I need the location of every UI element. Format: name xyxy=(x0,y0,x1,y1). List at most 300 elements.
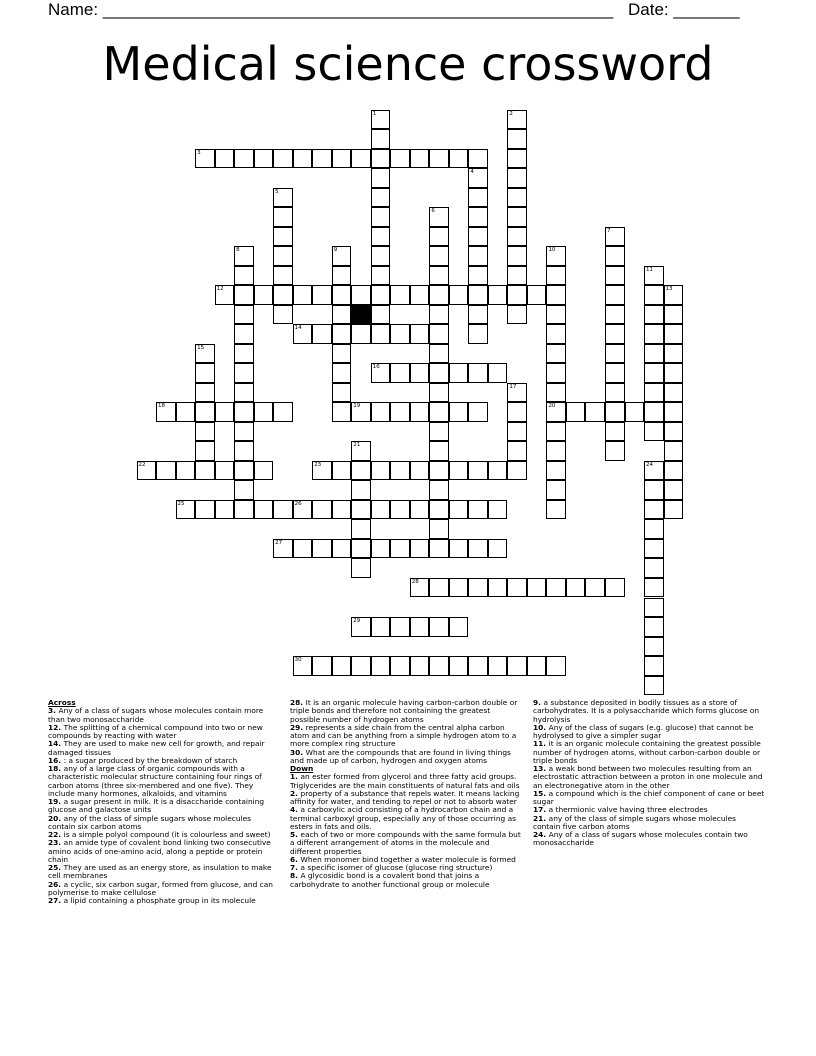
grid-cell[interactable] xyxy=(644,266,664,286)
grid-cell[interactable] xyxy=(195,344,215,364)
grid-cell[interactable] xyxy=(410,402,430,422)
grid-cell[interactable] xyxy=(429,383,449,403)
grid-cell[interactable] xyxy=(605,383,625,403)
grid-cell[interactable] xyxy=(449,656,469,676)
grid-cell[interactable] xyxy=(371,285,391,305)
grid-cell[interactable] xyxy=(273,246,293,266)
grid-cell[interactable] xyxy=(449,149,469,169)
grid-cell[interactable] xyxy=(234,422,254,442)
grid-cell[interactable] xyxy=(644,285,664,305)
grid-cell[interactable] xyxy=(644,480,664,500)
grid-cell[interactable] xyxy=(644,598,664,618)
grid-cell[interactable] xyxy=(390,500,410,520)
grid-cell[interactable] xyxy=(429,656,449,676)
grid-cell[interactable] xyxy=(507,246,527,266)
grid-cell[interactable] xyxy=(410,363,430,383)
grid-cell[interactable] xyxy=(527,285,547,305)
grid-cell[interactable] xyxy=(234,246,254,266)
name-field[interactable]: Name: ______________________________________________________ xyxy=(48,0,614,19)
grid-cell[interactable] xyxy=(371,461,391,481)
grid-cell[interactable] xyxy=(273,188,293,208)
grid-cell[interactable] xyxy=(546,246,566,266)
grid-cell[interactable] xyxy=(644,617,664,637)
grid-cell[interactable] xyxy=(351,558,371,578)
grid-cell[interactable] xyxy=(507,285,527,305)
grid-cell[interactable] xyxy=(546,500,566,520)
grid-cell[interactable] xyxy=(546,383,566,403)
grid-cell[interactable] xyxy=(468,266,488,286)
grid-cell[interactable] xyxy=(195,461,215,481)
black-square xyxy=(351,305,371,325)
grid-cell[interactable] xyxy=(371,500,391,520)
grid-cell[interactable] xyxy=(488,539,508,559)
grid-cell[interactable] xyxy=(507,207,527,227)
grid-cell[interactable] xyxy=(234,324,254,344)
grid-cell[interactable] xyxy=(371,207,391,227)
grid-cell[interactable] xyxy=(371,305,391,325)
grid-cell[interactable] xyxy=(546,402,566,422)
grid-cell[interactable] xyxy=(312,539,332,559)
grid-cell[interactable] xyxy=(429,578,449,598)
grid-cell[interactable] xyxy=(293,324,313,344)
grid-cell[interactable] xyxy=(429,402,449,422)
grid-cell[interactable] xyxy=(546,578,566,598)
grid-cell[interactable] xyxy=(351,149,371,169)
grid-cell[interactable] xyxy=(546,461,566,481)
grid-cell[interactable] xyxy=(664,285,684,305)
grid-cell[interactable] xyxy=(234,402,254,422)
grid-cell[interactable] xyxy=(468,578,488,598)
grid-cell[interactable] xyxy=(215,285,235,305)
grid-cell[interactable] xyxy=(234,363,254,383)
grid-cell[interactable] xyxy=(546,656,566,676)
grid-cell[interactable] xyxy=(332,246,352,266)
grid-cell[interactable] xyxy=(371,539,391,559)
grid-cell[interactable] xyxy=(371,188,391,208)
grid-cell[interactable] xyxy=(664,363,684,383)
grid-cell[interactable] xyxy=(234,383,254,403)
grid-cell[interactable] xyxy=(507,188,527,208)
grid-cell[interactable] xyxy=(507,578,527,598)
grid-cell[interactable] xyxy=(371,129,391,149)
clue-text: What are the compounds that are found in living things and made up of carbon, hydrogen and oxygen atoms xyxy=(290,747,511,765)
grid-cell[interactable] xyxy=(605,305,625,325)
grid-cell[interactable] xyxy=(351,461,371,481)
grid-cell[interactable] xyxy=(254,149,274,169)
grid-cell[interactable] xyxy=(644,305,664,325)
grid-cell[interactable] xyxy=(332,656,352,676)
grid-cell[interactable] xyxy=(429,519,449,539)
grid-cell[interactable] xyxy=(332,324,352,344)
grid-cell[interactable] xyxy=(195,402,215,422)
grid-cell[interactable] xyxy=(390,149,410,169)
grid-cell[interactable] xyxy=(468,539,488,559)
grid-cell[interactable] xyxy=(234,305,254,325)
grid-cell[interactable] xyxy=(351,500,371,520)
grid-cell[interactable] xyxy=(507,383,527,403)
grid-cell[interactable] xyxy=(312,656,332,676)
grid-cell[interactable] xyxy=(234,500,254,520)
clue-item xyxy=(290,724,522,749)
grid-cell[interactable] xyxy=(351,617,371,637)
grid-cell[interactable] xyxy=(332,285,352,305)
clue-text: Any of a class of sugars whose molecules contain two monosaccharide xyxy=(533,830,748,848)
clue-item xyxy=(533,724,765,741)
grid-cell[interactable] xyxy=(449,617,469,637)
date-field[interactable]: Date: _______ xyxy=(628,0,740,19)
grid-cell[interactable] xyxy=(429,461,449,481)
grid-cell[interactable] xyxy=(449,578,469,598)
grid-cell[interactable] xyxy=(546,285,566,305)
grid-cell[interactable] xyxy=(644,578,664,598)
grid-cell[interactable] xyxy=(371,324,391,344)
grid-cell[interactable] xyxy=(644,402,664,422)
clue-number: 28. xyxy=(290,698,306,707)
grid-cell[interactable] xyxy=(332,383,352,403)
grid-cell[interactable] xyxy=(644,539,664,559)
grid-cell[interactable] xyxy=(410,617,430,637)
grid-cell[interactable] xyxy=(234,149,254,169)
grid-cell[interactable] xyxy=(429,266,449,286)
grid-cell[interactable] xyxy=(234,285,254,305)
grid-cell[interactable] xyxy=(644,383,664,403)
grid-cell[interactable] xyxy=(176,402,196,422)
grid-cell[interactable] xyxy=(507,422,527,442)
grid-cell[interactable] xyxy=(371,617,391,637)
grid-cell[interactable] xyxy=(488,578,508,598)
grid-cell[interactable] xyxy=(176,500,196,520)
grid-cell[interactable] xyxy=(546,344,566,364)
clue-text: They are used to make new cell for growth, and repair damaged tissues xyxy=(48,739,265,757)
grid-cell[interactable] xyxy=(234,480,254,500)
grid-cell[interactable] xyxy=(664,500,684,520)
grid-cell[interactable] xyxy=(468,656,488,676)
grid-cell[interactable] xyxy=(156,461,176,481)
grid-cell[interactable] xyxy=(468,305,488,325)
grid-cell[interactable] xyxy=(429,305,449,325)
grid-cell[interactable] xyxy=(273,207,293,227)
grid-cell[interactable] xyxy=(527,656,547,676)
grid-cell[interactable] xyxy=(429,441,449,461)
grid-cell[interactable] xyxy=(664,480,684,500)
grid-cell[interactable] xyxy=(449,402,469,422)
clue-item xyxy=(533,831,765,848)
grid-cell[interactable] xyxy=(468,500,488,520)
grid-cell[interactable] xyxy=(429,227,449,247)
grid-cell[interactable] xyxy=(390,285,410,305)
grid-cell[interactable] xyxy=(293,149,313,169)
grid-cell[interactable] xyxy=(254,402,274,422)
grid-cell[interactable] xyxy=(215,149,235,169)
grid-cell[interactable] xyxy=(332,363,352,383)
grid-cell[interactable] xyxy=(625,402,645,422)
grid-cell[interactable] xyxy=(468,461,488,481)
grid-cell[interactable] xyxy=(195,422,215,442)
grid-cell[interactable] xyxy=(488,500,508,520)
grid-cell[interactable] xyxy=(429,149,449,169)
grid-cell[interactable] xyxy=(546,441,566,461)
grid-cell[interactable] xyxy=(605,227,625,247)
grid-cell[interactable] xyxy=(429,480,449,500)
grid-cell[interactable] xyxy=(390,656,410,676)
down-clue-list xyxy=(290,773,522,889)
clues-column-1 xyxy=(48,699,280,905)
grid-cell[interactable] xyxy=(644,461,664,481)
clue-number: 30 xyxy=(294,657,302,664)
grid-cell[interactable] xyxy=(351,656,371,676)
grid-cell[interactable] xyxy=(488,363,508,383)
grid-cell[interactable] xyxy=(507,266,527,286)
grid-cell[interactable] xyxy=(312,461,332,481)
grid-cell[interactable] xyxy=(644,558,664,578)
grid-cell[interactable] xyxy=(488,285,508,305)
grid-cell[interactable] xyxy=(507,441,527,461)
clue-number: 26 xyxy=(294,500,302,507)
grid-cell[interactable] xyxy=(644,637,664,657)
grid-cell[interactable] xyxy=(507,129,527,149)
grid-cell[interactable] xyxy=(507,110,527,130)
grid-cell[interactable] xyxy=(410,578,430,598)
grid-cell[interactable] xyxy=(429,422,449,442)
grid-cell[interactable] xyxy=(254,500,274,520)
grid-cell[interactable] xyxy=(410,500,430,520)
grid-cell[interactable] xyxy=(507,656,527,676)
grid-cell[interactable] xyxy=(664,383,684,403)
grid-cell[interactable] xyxy=(195,441,215,461)
grid-cell[interactable] xyxy=(507,305,527,325)
grid-cell[interactable] xyxy=(234,344,254,364)
grid-cell[interactable] xyxy=(195,363,215,383)
grid-cell[interactable] xyxy=(176,461,196,481)
grid-cell[interactable] xyxy=(254,461,274,481)
grid-cell[interactable] xyxy=(156,402,176,422)
grid-cell[interactable] xyxy=(605,363,625,383)
grid-cell[interactable] xyxy=(351,402,371,422)
grid-cell[interactable] xyxy=(429,324,449,344)
grid-cell[interactable] xyxy=(644,676,664,696)
grid-cell[interactable] xyxy=(351,480,371,500)
grid-cell[interactable] xyxy=(429,207,449,227)
grid-cell[interactable] xyxy=(273,227,293,247)
grid-cell[interactable] xyxy=(468,188,488,208)
grid-cell[interactable] xyxy=(234,441,254,461)
clue-text: a specific isomer of glucose (glucose ring structure) xyxy=(300,863,493,872)
grid-cell[interactable] xyxy=(468,402,488,422)
grid-cell[interactable] xyxy=(332,461,352,481)
grid-cell[interactable] xyxy=(468,149,488,169)
grid-cell[interactable] xyxy=(410,324,430,344)
grid-cell[interactable] xyxy=(644,519,664,539)
clue-item xyxy=(48,864,280,881)
grid-cell[interactable] xyxy=(644,324,664,344)
grid-cell[interactable] xyxy=(371,227,391,247)
grid-cell[interactable] xyxy=(351,519,371,539)
grid-cell[interactable] xyxy=(137,461,157,481)
grid-cell[interactable] xyxy=(546,305,566,325)
grid-cell[interactable] xyxy=(644,344,664,364)
grid-cell[interactable] xyxy=(468,207,488,227)
grid-cell[interactable] xyxy=(546,363,566,383)
grid-cell[interactable] xyxy=(215,500,235,520)
page-title: Medical science crossword xyxy=(102,37,714,91)
grid-cell[interactable] xyxy=(507,461,527,481)
grid-cell[interactable] xyxy=(254,285,274,305)
grid-cell[interactable] xyxy=(195,149,215,169)
grid-cell[interactable] xyxy=(664,422,684,442)
grid-cell[interactable] xyxy=(195,500,215,520)
clue-item xyxy=(533,699,765,724)
grid-cell[interactable] xyxy=(332,402,352,422)
grid-cell[interactable] xyxy=(566,578,586,598)
grid-cell[interactable] xyxy=(664,344,684,364)
grid-cell[interactable] xyxy=(585,402,605,422)
grid-cell[interactable] xyxy=(312,149,332,169)
grid-cell[interactable] xyxy=(507,168,527,188)
grid-cell[interactable] xyxy=(332,266,352,286)
grid-cell[interactable] xyxy=(293,656,313,676)
grid-cell[interactable] xyxy=(605,578,625,598)
grid-cell[interactable] xyxy=(410,656,430,676)
grid-cell[interactable] xyxy=(449,285,469,305)
grid-cell[interactable] xyxy=(312,285,332,305)
clue-number: 2 xyxy=(509,110,513,117)
grid-cell[interactable] xyxy=(605,402,625,422)
grid-cell[interactable] xyxy=(585,578,605,598)
grid-cell[interactable] xyxy=(664,402,684,422)
grid-cell[interactable] xyxy=(312,324,332,344)
grid-cell[interactable] xyxy=(664,441,684,461)
grid-cell[interactable] xyxy=(273,539,293,559)
grid-cell[interactable] xyxy=(605,285,625,305)
grid-cell[interactable] xyxy=(449,461,469,481)
grid-cell[interactable] xyxy=(312,500,332,520)
grid-cell[interactable] xyxy=(488,656,508,676)
grid-cell[interactable] xyxy=(566,402,586,422)
grid-cell[interactable] xyxy=(273,266,293,286)
grid-cell[interactable] xyxy=(293,539,313,559)
grid-cell[interactable] xyxy=(332,149,352,169)
clue-number: 27. xyxy=(48,896,64,905)
grid-cell[interactable] xyxy=(332,539,352,559)
grid-cell[interactable] xyxy=(488,461,508,481)
grid-cell[interactable] xyxy=(371,168,391,188)
grid-cell[interactable] xyxy=(293,500,313,520)
grid-cell[interactable] xyxy=(507,227,527,247)
grid-cell[interactable] xyxy=(332,500,352,520)
grid-cell[interactable] xyxy=(273,402,293,422)
grid-cell[interactable] xyxy=(429,539,449,559)
grid-cell[interactable] xyxy=(429,363,449,383)
grid-cell[interactable] xyxy=(664,461,684,481)
grid-cell[interactable] xyxy=(429,344,449,364)
grid-cell[interactable] xyxy=(605,441,625,461)
grid-cell[interactable] xyxy=(644,656,664,676)
clue-text: a lipid containing a phosphate group in its molecule xyxy=(63,896,256,905)
grid-cell[interactable] xyxy=(371,266,391,286)
grid-cell[interactable] xyxy=(429,285,449,305)
grid-cell[interactable] xyxy=(546,266,566,286)
grid-cell[interactable] xyxy=(371,110,391,130)
grid-cell[interactable] xyxy=(605,324,625,344)
grid-cell[interactable] xyxy=(468,363,488,383)
grid-cell[interactable] xyxy=(605,246,625,266)
grid-cell[interactable] xyxy=(644,422,664,442)
grid-cell[interactable] xyxy=(605,344,625,364)
grid-cell[interactable] xyxy=(390,363,410,383)
grid-cell[interactable] xyxy=(429,246,449,266)
grid-cell[interactable] xyxy=(410,539,430,559)
grid-cell[interactable] xyxy=(410,285,430,305)
grid-cell[interactable] xyxy=(468,227,488,247)
grid-cell[interactable] xyxy=(468,285,488,305)
grid-cell[interactable] xyxy=(644,500,664,520)
grid-cell[interactable] xyxy=(332,344,352,364)
grid-cell[interactable] xyxy=(449,539,469,559)
grid-cell[interactable] xyxy=(195,383,215,403)
grid-cell[interactable] xyxy=(546,324,566,344)
grid-cell[interactable] xyxy=(273,500,293,520)
grid-cell[interactable] xyxy=(390,539,410,559)
grid-cell[interactable] xyxy=(546,480,566,500)
grid-cell[interactable] xyxy=(449,363,469,383)
grid-cell[interactable] xyxy=(468,324,488,344)
clue-number: 7. xyxy=(290,863,301,872)
grid-cell[interactable] xyxy=(468,246,488,266)
grid-cell[interactable] xyxy=(468,168,488,188)
grid-cell[interactable] xyxy=(273,305,293,325)
grid-cell[interactable] xyxy=(332,305,352,325)
grid-cell[interactable] xyxy=(234,461,254,481)
grid-cell[interactable] xyxy=(215,402,235,422)
grid-cell[interactable] xyxy=(371,246,391,266)
grid-cell[interactable] xyxy=(507,149,527,169)
grid-cell[interactable] xyxy=(371,656,391,676)
grid-cell[interactable] xyxy=(371,363,391,383)
grid-cell[interactable] xyxy=(215,461,235,481)
grid-cell[interactable] xyxy=(410,149,430,169)
grid-cell[interactable] xyxy=(351,539,371,559)
grid-cell[interactable] xyxy=(507,402,527,422)
grid-cell[interactable] xyxy=(234,266,254,286)
grid-cell[interactable] xyxy=(546,422,566,442)
clue-number: 15 xyxy=(197,344,205,351)
grid-cell[interactable] xyxy=(429,617,449,637)
grid-cell[interactable] xyxy=(390,324,410,344)
grid-cell[interactable] xyxy=(527,578,547,598)
grid-cell[interactable] xyxy=(351,285,371,305)
grid-cell[interactable] xyxy=(605,266,625,286)
grid-cell[interactable] xyxy=(605,422,625,442)
grid-cell[interactable] xyxy=(293,285,313,305)
grid-cell[interactable] xyxy=(429,500,449,520)
grid-cell[interactable] xyxy=(390,617,410,637)
clue-text: a carboxylic acid consisting of a hydrocarbon chain and a terminal carboxyl group, especially any of those occurring as esters in fats and oils. xyxy=(290,805,516,831)
grid-cell[interactable] xyxy=(449,500,469,520)
grid-cell[interactable] xyxy=(390,461,410,481)
grid-cell[interactable] xyxy=(371,402,391,422)
grid-cell[interactable] xyxy=(410,461,430,481)
clue-text: an ester formed from glycerol and three fatty acid groups. Triglycerides are the main constituents of natural fats and oils xyxy=(290,772,520,790)
grid-cell[interactable] xyxy=(644,363,664,383)
grid-cell[interactable] xyxy=(664,324,684,344)
grid-cell[interactable] xyxy=(371,149,391,169)
grid-cell[interactable] xyxy=(273,149,293,169)
grid-cell[interactable] xyxy=(664,305,684,325)
grid-cell[interactable] xyxy=(390,402,410,422)
grid-cell[interactable] xyxy=(351,441,371,461)
grid-cell[interactable] xyxy=(351,324,371,344)
grid-cell[interactable] xyxy=(273,285,293,305)
